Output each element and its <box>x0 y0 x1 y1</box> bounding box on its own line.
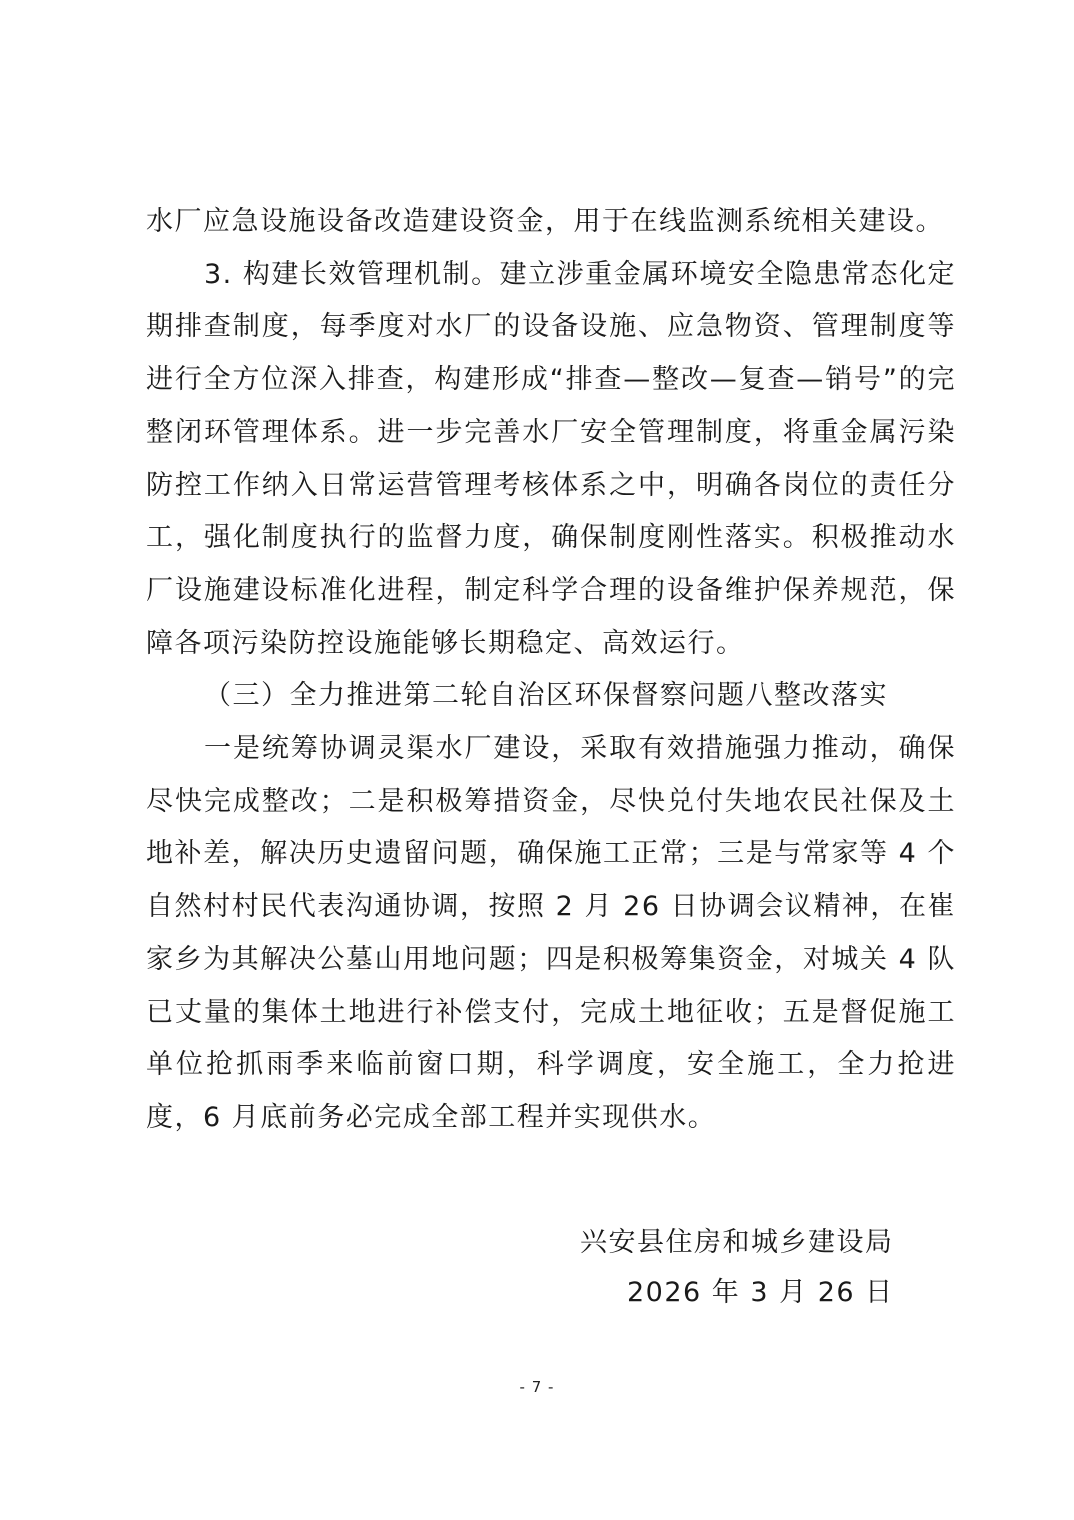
signature-organization: 兴安县住房和城乡建设局 <box>580 1227 894 1258</box>
section-heading: （三）全力推进第二轮自治区环保督察问题八整改落实 <box>204 680 888 712</box>
paragraph-continuation: 水厂应急设施设备改造建设资金，用于在线监测系统相关建设。 <box>146 206 944 237</box>
paragraph-mechanism: 3. 构建长效管理机制。建立涉重金属环境安全隐患常态化定期排查制度，每季度对水厂的设备设施、应急物资、管理制度等进行全方位深入排查，构建形成“排查—整改—复查—销号”的完整闭环管理体系。进一步完善水厂安全管理制度，将重金属污染防控工作纳入日常运营管理考核体系之中，明确各岗位的责任分工，强化制度执行的监督力度，确保制度刚性落实。积极推动水厂设施建设标准化进程，制定科学合理的设备维护保养规范，保障各项污染防控设施能够长期稳定、高效运行。 <box>146 258 956 659</box>
body-text <box>146 196 956 1145</box>
signature-date: 2026 年 3 月 26 日 <box>627 1277 894 1308</box>
page-number: - 7 - <box>519 1378 555 1396</box>
paragraph-measures: 一是统筹协调灵渠水厂建设，采取有效措施强力推动，确保尽快完成整改；二是积极筹措资金，尽快兑付失地农民社保及土地补差，解决历史遗留问题，确保施工正常；三是与常家等 4 个自然村村民代表沟通协调，按照 2 月 26 日协调会议精神，在崔家乡为其解决公墓山用地问题；四是积极筹集资金，对城关 4 队已丈量的集体土地进行补偿支付，完成土地征收；五是督促施工单位抢抓雨季来临前窗口期，科学调度，安全施工，全力抢进度，6 月底前务必完成全部工程并实现供水。 <box>146 733 956 1133</box>
